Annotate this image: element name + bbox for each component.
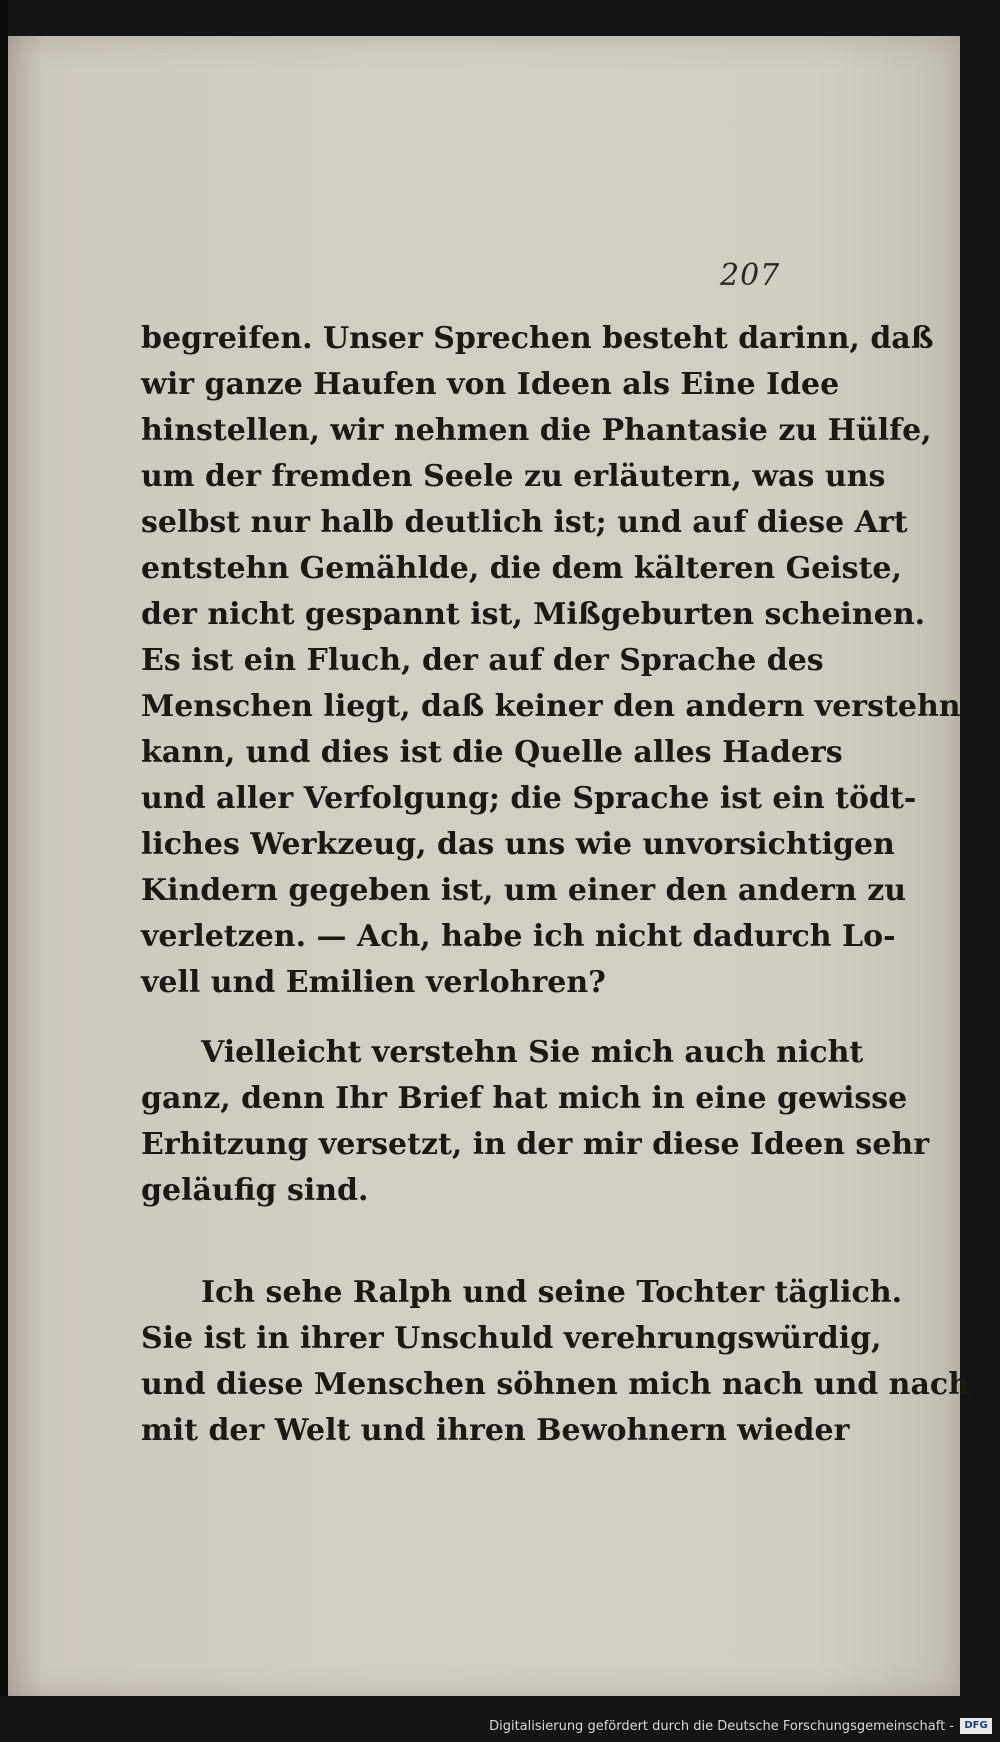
- text-line: Sie ist in ihrer Unschuld verehrungswürdig,: [141, 1321, 882, 1356]
- text-line: Es ist ein Fluch, der auf der Sprache des: [141, 643, 824, 678]
- paragraph-spacer: [141, 1214, 779, 1270]
- text-line: Kindern gegeben ist, um einer den andern zu: [141, 873, 907, 908]
- text-line: liches Werkzeug, das uns wie unvorsichtigen: [141, 827, 895, 862]
- text-line: ganz, denn Ihr Brief hat mich in eine gewisse: [141, 1081, 908, 1116]
- text-line: selbst nur halb deutlich ist; und auf diese Art: [141, 505, 908, 540]
- text-line: Vielleicht verstehn Sie mich auch nicht: [201, 1035, 864, 1070]
- text-line: kann, und dies ist die Quelle alles Haders: [141, 735, 843, 770]
- text-line: der nicht gespannt ist, Mißgeburten scheinen.: [141, 597, 926, 632]
- text-line: verletzen. — Ach, habe ich nicht dadurch Lo-: [141, 919, 896, 954]
- text-line: und diese Menschen söhnen mich nach und nach: [141, 1367, 971, 1402]
- book-spine-edge: [0, 0, 8, 1742]
- page-text: [141, 316, 971, 1454]
- text-line: hinstellen, wir nehmen die Phantasie zu Hülfe,: [141, 413, 932, 448]
- paragraph-spacer: [141, 1006, 779, 1030]
- text-line: Menschen liegt, daß keiner den andern verstehn: [141, 689, 961, 724]
- text-line: um der fremden Seele zu erläutern, was uns: [141, 459, 886, 494]
- digitization-credit: Digitalisierung gefördert durch die Deutsche Forschungsgemeinschaft -: [489, 1719, 954, 1734]
- text-line: entstehn Gemählde, die dem kälteren Geiste,: [141, 551, 902, 586]
- footer-bar: [0, 1696, 1000, 1742]
- text-line: mit der Welt und ihren Bewohnern wieder: [141, 1413, 850, 1448]
- dfg-logo: DFG: [960, 1718, 992, 1734]
- page-number: 207: [720, 258, 781, 293]
- text-line: wir ganze Haufen von Ideen als Eine Idee: [141, 367, 840, 402]
- text-line: begreifen. Unser Sprechen besteht darinn, daß: [141, 321, 934, 356]
- paragraph-1: [141, 316, 961, 1006]
- text-line: Ich sehe Ralph und seine Tochter täglich.: [201, 1275, 903, 1310]
- book-page: [8, 36, 971, 1696]
- text-line: vell und Emilien verlohren?: [141, 965, 606, 1000]
- text-line: und aller Verfolgung; die Sprache ist ein tödt-: [141, 781, 917, 816]
- paragraph-2: [141, 1030, 930, 1214]
- paragraph-3: [141, 1270, 971, 1454]
- text-line: Erhitzung versetzt, in der mir diese Ideen sehr: [141, 1127, 930, 1162]
- text-line: geläufig sind.: [141, 1173, 369, 1208]
